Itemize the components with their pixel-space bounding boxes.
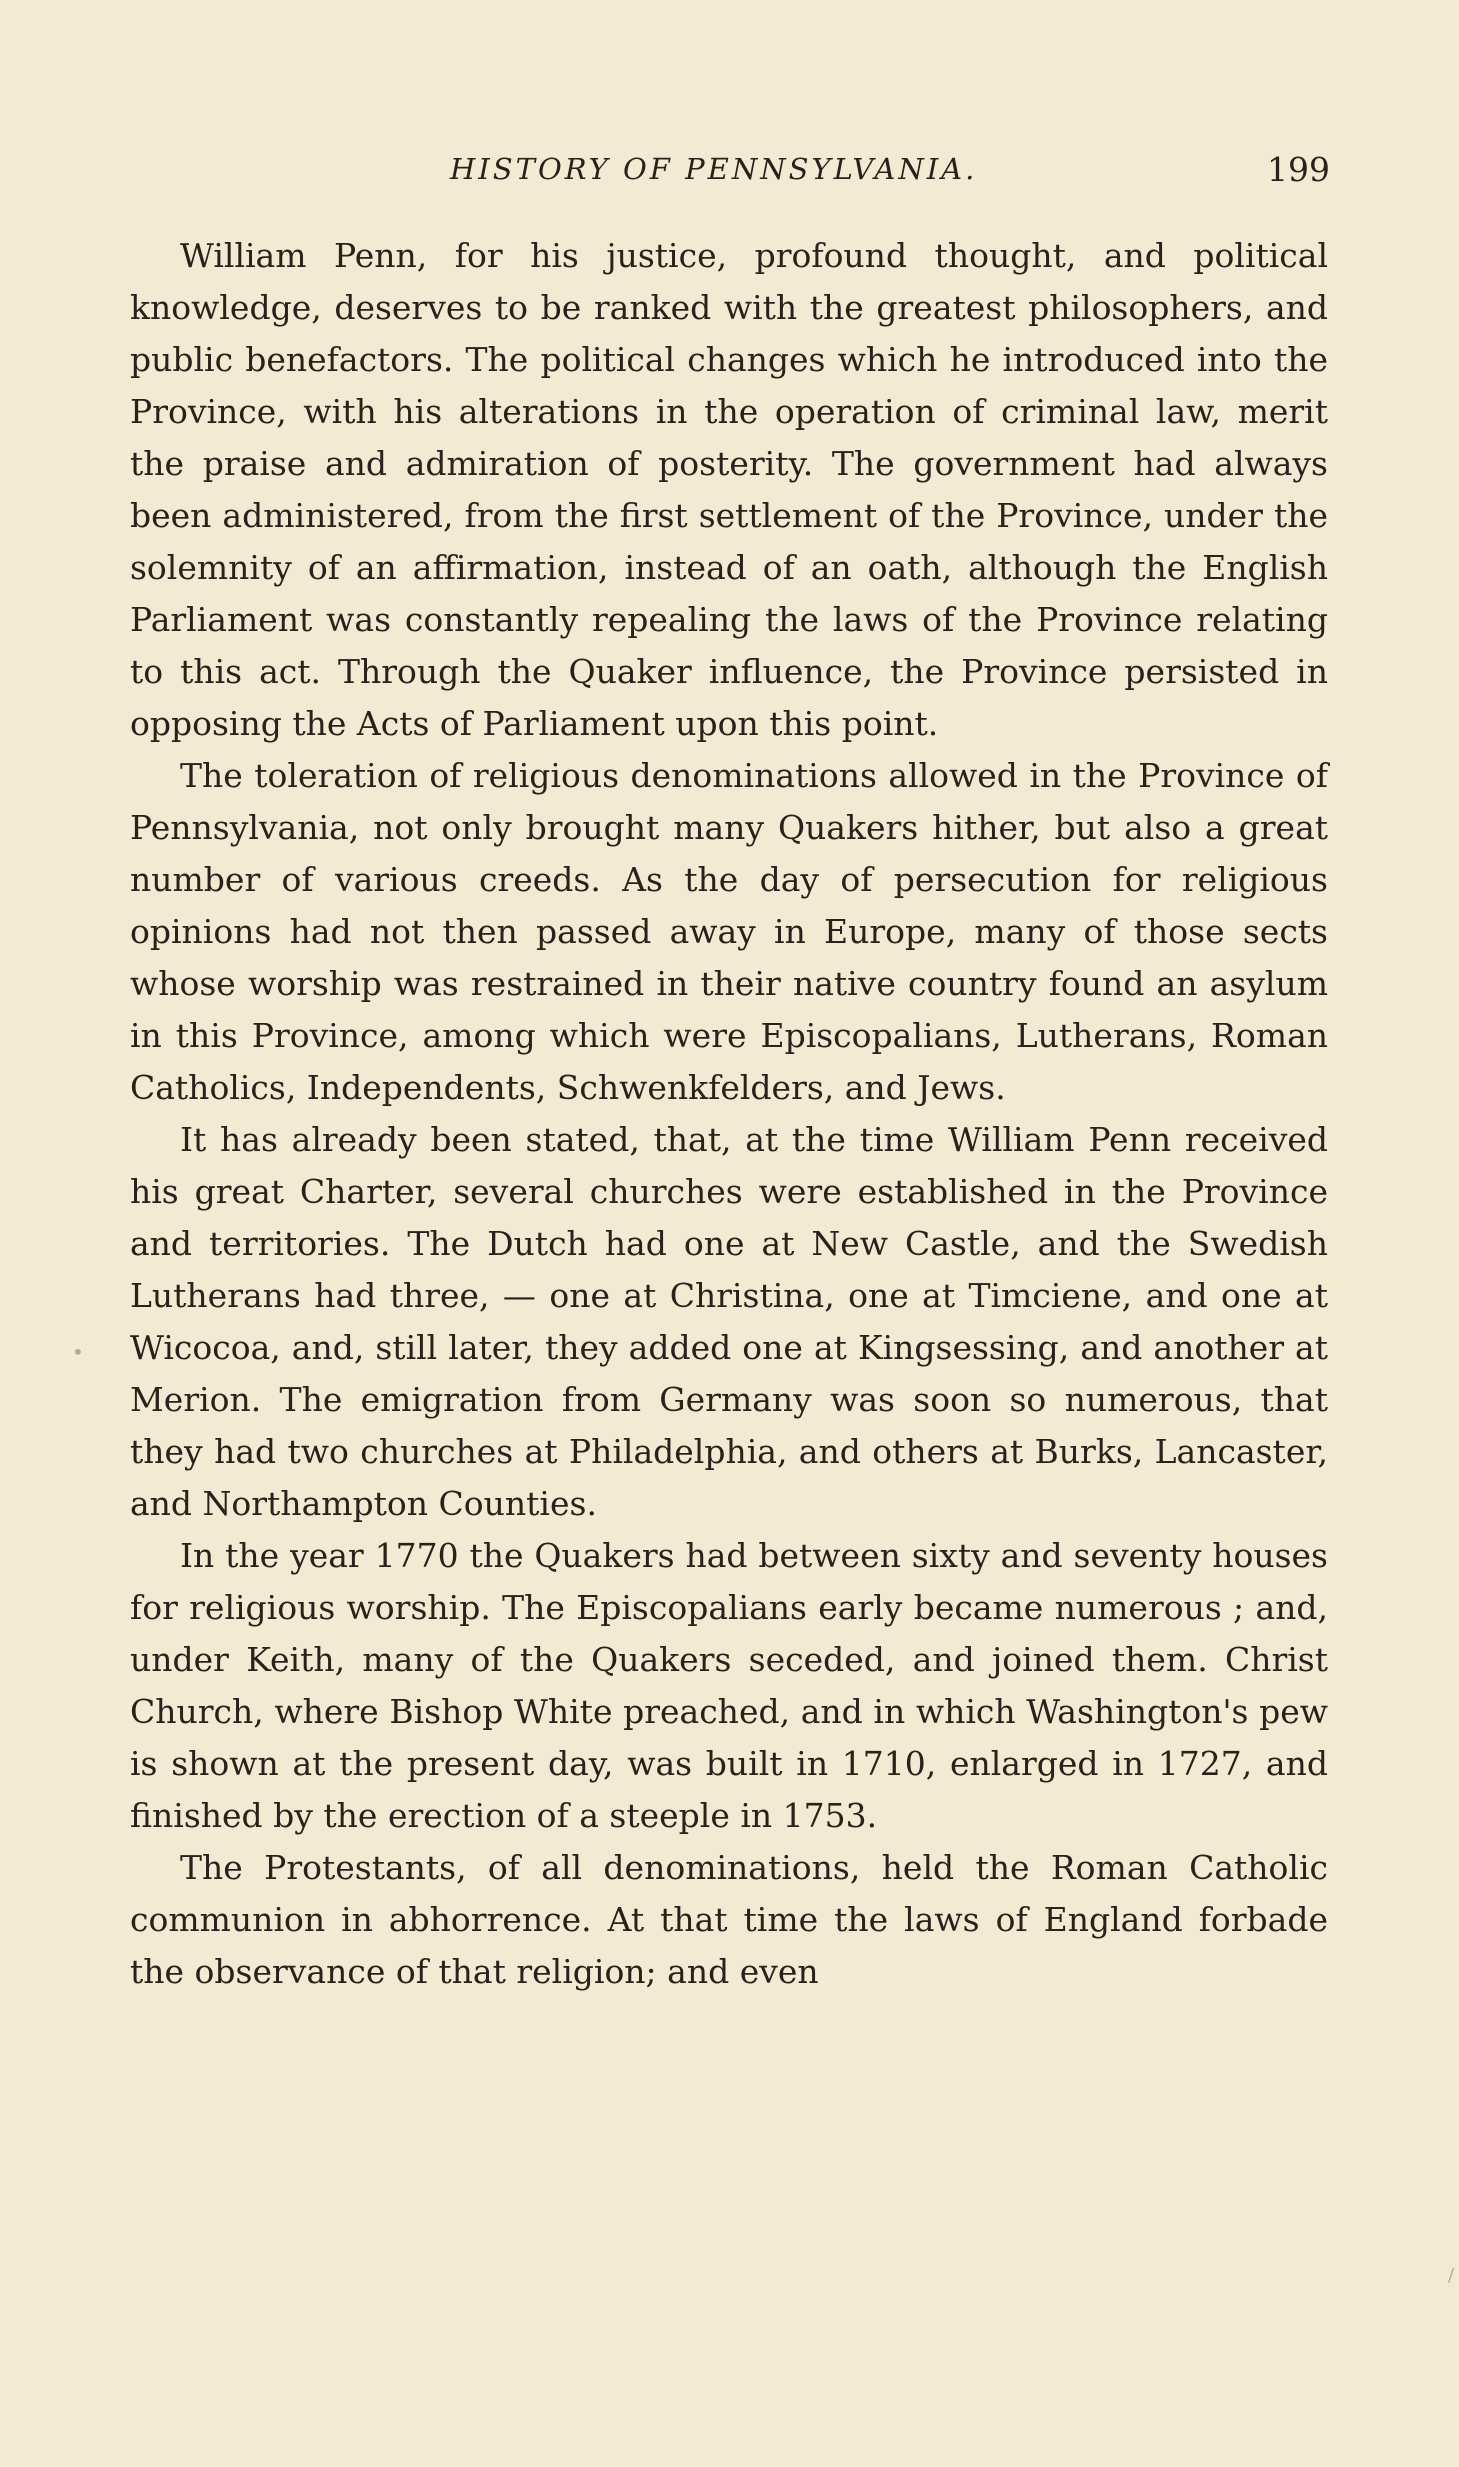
running-title: HISTORY OF PENNSYLVANIA. xyxy=(450,152,978,186)
margin-dot-mark: • xyxy=(72,1340,84,1364)
margin-tick-mark: / xyxy=(1448,2265,1455,2286)
running-head xyxy=(130,152,1330,202)
paragraph-early-churches: It has already been stated, that, at the time William Penn received his great Charter, several churches were established in the Province and territories. The Dutch had one at New Castle, and the Swedish Lutherans had three, — one at Christina, one at Timciene, and one at Wicocoa, and, still later, they added one at Kingsessing, and another at Merion. The emigration from Germany was soon so numerous, that they had two churches at Philadelphia, and others at Burks, Lancaster, and Northampton Counties. xyxy=(130,1120,1328,1523)
paragraph-religious-toleration: The toleration of religious denominations allowed in the Province of Pennsylvania, not only brought many Quakers hither, but also a great number of various creeds. As the day of persecution for religious opinions had not then passed away in Europe, many of those sects whose worship was restrained in their native country found an asylum in this Province, among which were Episcopalians, Lutherans, Roman Catholics, Independents, Schwenkfelders, and Jews. xyxy=(130,756,1328,1107)
paragraph-quaker-houses: In the year 1770 the Quakers had between sixty and seventy houses for religious worship. The Episcopalians early became numerous ; and, under Keith, many of the Quakers seceded, and joined them. Christ Church, where Bishop White preached, and in which Washington's pew is shown at the present day, was built in 1710, enlarged in 1727, and finished by the erection of a steeple in 1753. xyxy=(130,1536,1328,1835)
body-text xyxy=(130,230,1328,1998)
page-number: 199 xyxy=(1267,150,1330,189)
paragraph-penn-justice: William Penn, for his justice, profound thought, and political knowledge, deserves to be ranked with the greatest philosophers, and public benefactors. The political changes which he introduced into the Province, with his alterations in the operation of criminal law, merit the praise and admiration of posterity. The government had always been administered, from the first settlement of the Province, under the solemnity of an affirmation, instead of an oath, although the English Parliament was constantly repealing the laws of the Province relating to this act. Through the Quaker influence, the Province persisted in opposing the Acts of Parliament upon this point. xyxy=(130,236,1328,743)
paragraph-protestants: The Protestants, of all denominations, held the Roman Catholic communion in abhorrence. At that time the laws of England forbade the observance of that religion; and even xyxy=(130,1848,1328,1991)
